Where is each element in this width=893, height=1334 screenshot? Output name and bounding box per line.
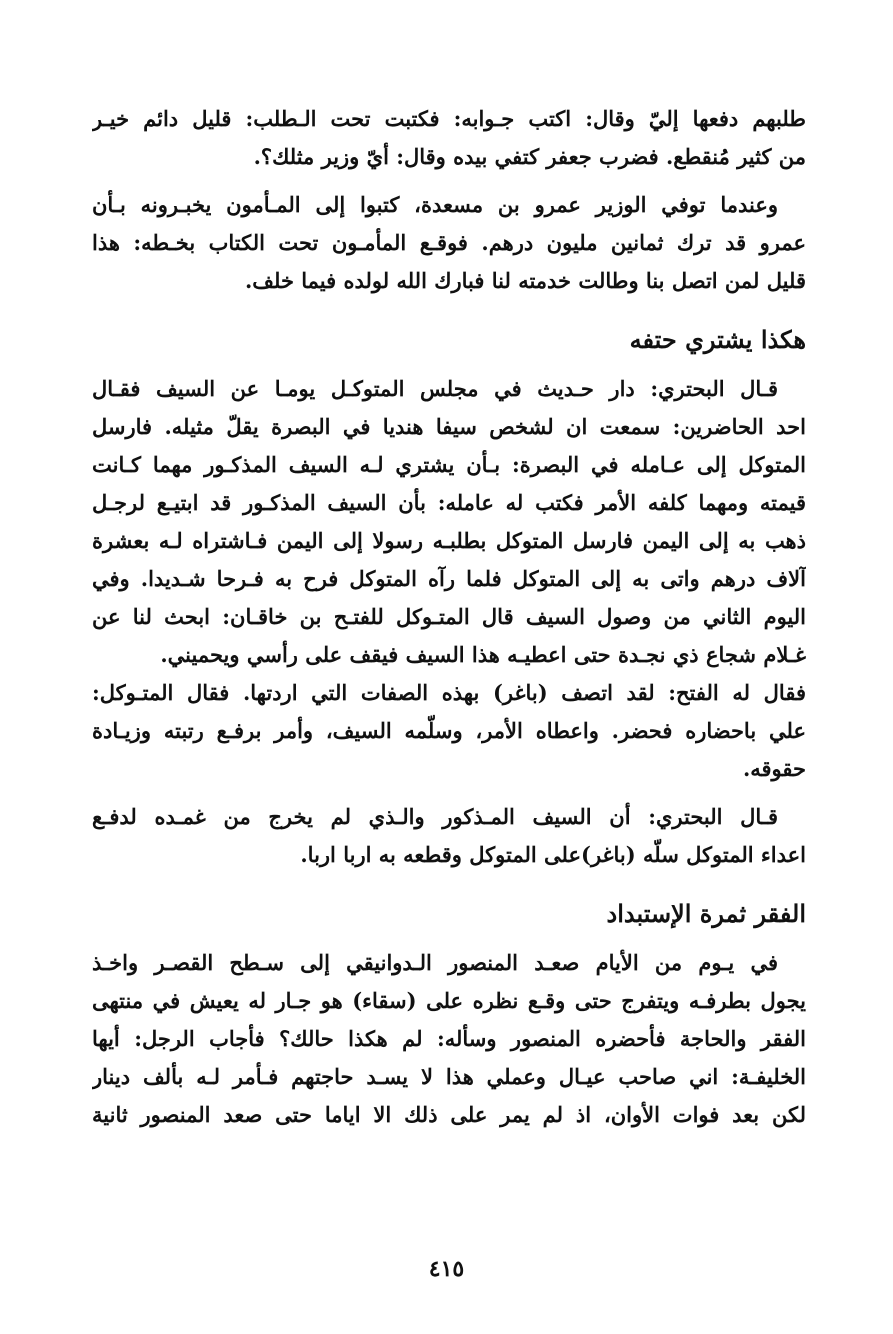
text-line: قيمته ومهما كلفه الأمر فكتب له عامله: بأن السيف المذكـور قد ابتيـع لرجـل — [92, 490, 806, 515]
text-line: غـلام شجاع ذي نجـدة حتى اعطيـه هذا السيف فيقف على رأسي ويحميني. — [160, 642, 806, 667]
text-line: اليوم الثاني من وصول السيف قال المتـوكل للفتـح بن خاقـان: ابحث لنا عن — [92, 604, 806, 629]
text-line: آلاف درهم واتى به إلى المتوكل فلما رآه المتوكل فرح به فـرحا شـديدا. وفي — [92, 566, 806, 591]
text-line: وعندما توفي الوزير عمرو بن مسعدة، كتبوا إلى المـأمون يخبـرونه بـأن — [92, 192, 778, 217]
text-line: حقوقه. — [742, 756, 806, 781]
paragraph — [92, 944, 806, 1134]
text-line: احد الحاضرين: سمعت ان لشخص سيفا هنديا في البصرة يقلّ مثيله. فارسل — [92, 414, 806, 439]
text-line: طلبهم دفعها إليّ وقال: اكتب جـوابه: فكتبت تحت الـطلب: قليل دائم خيـر — [92, 106, 806, 131]
text-line: فقال له الفتح: لقد اتصف (باغر) بهذه الصفات التي اردتها. فقال المتـوكل: — [92, 680, 806, 705]
paragraph — [92, 186, 806, 300]
text-line: عمرو قد ترك ثمانين مليون درهم. فوقـع المأمـون تحت الكتاب بخـطه: هذا — [92, 230, 806, 255]
paragraph — [92, 370, 806, 788]
page-body — [92, 100, 806, 1134]
text-line: قليل لمن اتصل بنا وطالت خدمته لنا فبارك الله لولده فيما خلف. — [244, 268, 806, 293]
text-line: الخليفـة: اني صاحب عيـال وعملي هذا لا يسـد حاجتهم فـأمر لـه بألف دينار — [92, 1064, 806, 1089]
text-line: لكن بعد فوات الأوان، اذ لم يمر على ذلك الا اياما حتى صعد المنصور ثانية — [92, 1102, 806, 1127]
text-line: ذهب به إلى اليمن فارسل المتوكل بطلبـه رسولا إلى اليمن فـاشتراه لـه بعشرة — [92, 528, 806, 553]
text-line: علي باحضاره فحضر. واعطاه الأمر، وسلّمه السيف، وأمر برفـع رتبته وزيـادة — [92, 718, 806, 743]
section-heading: الفقر ثمرة الإستبداد — [606, 899, 806, 928]
text-line: قـال البحتري: أن السيف المـذكور والـذي لم يخرج من غمـده لدفـع — [92, 804, 778, 829]
paragraph — [92, 798, 806, 874]
text-line: المتوكل إلى عـامله في البصرة: بـأن يشتري لـه السيف المذكـور مهما كـانت — [92, 452, 806, 477]
text-line: من كثير مُنقطع. فضرب جعفر كتفي بيده وقال: أيّ وزير مثلك؟. — [253, 144, 806, 169]
page-number: ٤١٥ — [428, 1256, 465, 1282]
text-line: في يـوم من الأيام صعـد المنصور الـدوانيقي إلى سـطح القصـر واخـذ — [92, 950, 778, 975]
section-heading: هكذا يشتري حتفه — [629, 325, 806, 354]
text-line: يجول بطرفـه ويتفرج حتى وقـع نظره على (سقاء) هو جـار له يعيش في منتهى — [92, 988, 806, 1013]
text-line: قـال البحتري: دار حـديث في مجلس المتوكـل يومـا عن السيف فقـال — [92, 376, 778, 401]
paragraph — [92, 100, 806, 176]
text-line: اعداء المتوكل سلّه (باغر)على المتوكل وقطعه به اربا اربا. — [300, 842, 806, 867]
text-line: الفقر والحاجة فأحضره المنصور وسأله: لم هكذا حالك؟ فأجاب الرجل: أيها — [92, 1026, 806, 1051]
